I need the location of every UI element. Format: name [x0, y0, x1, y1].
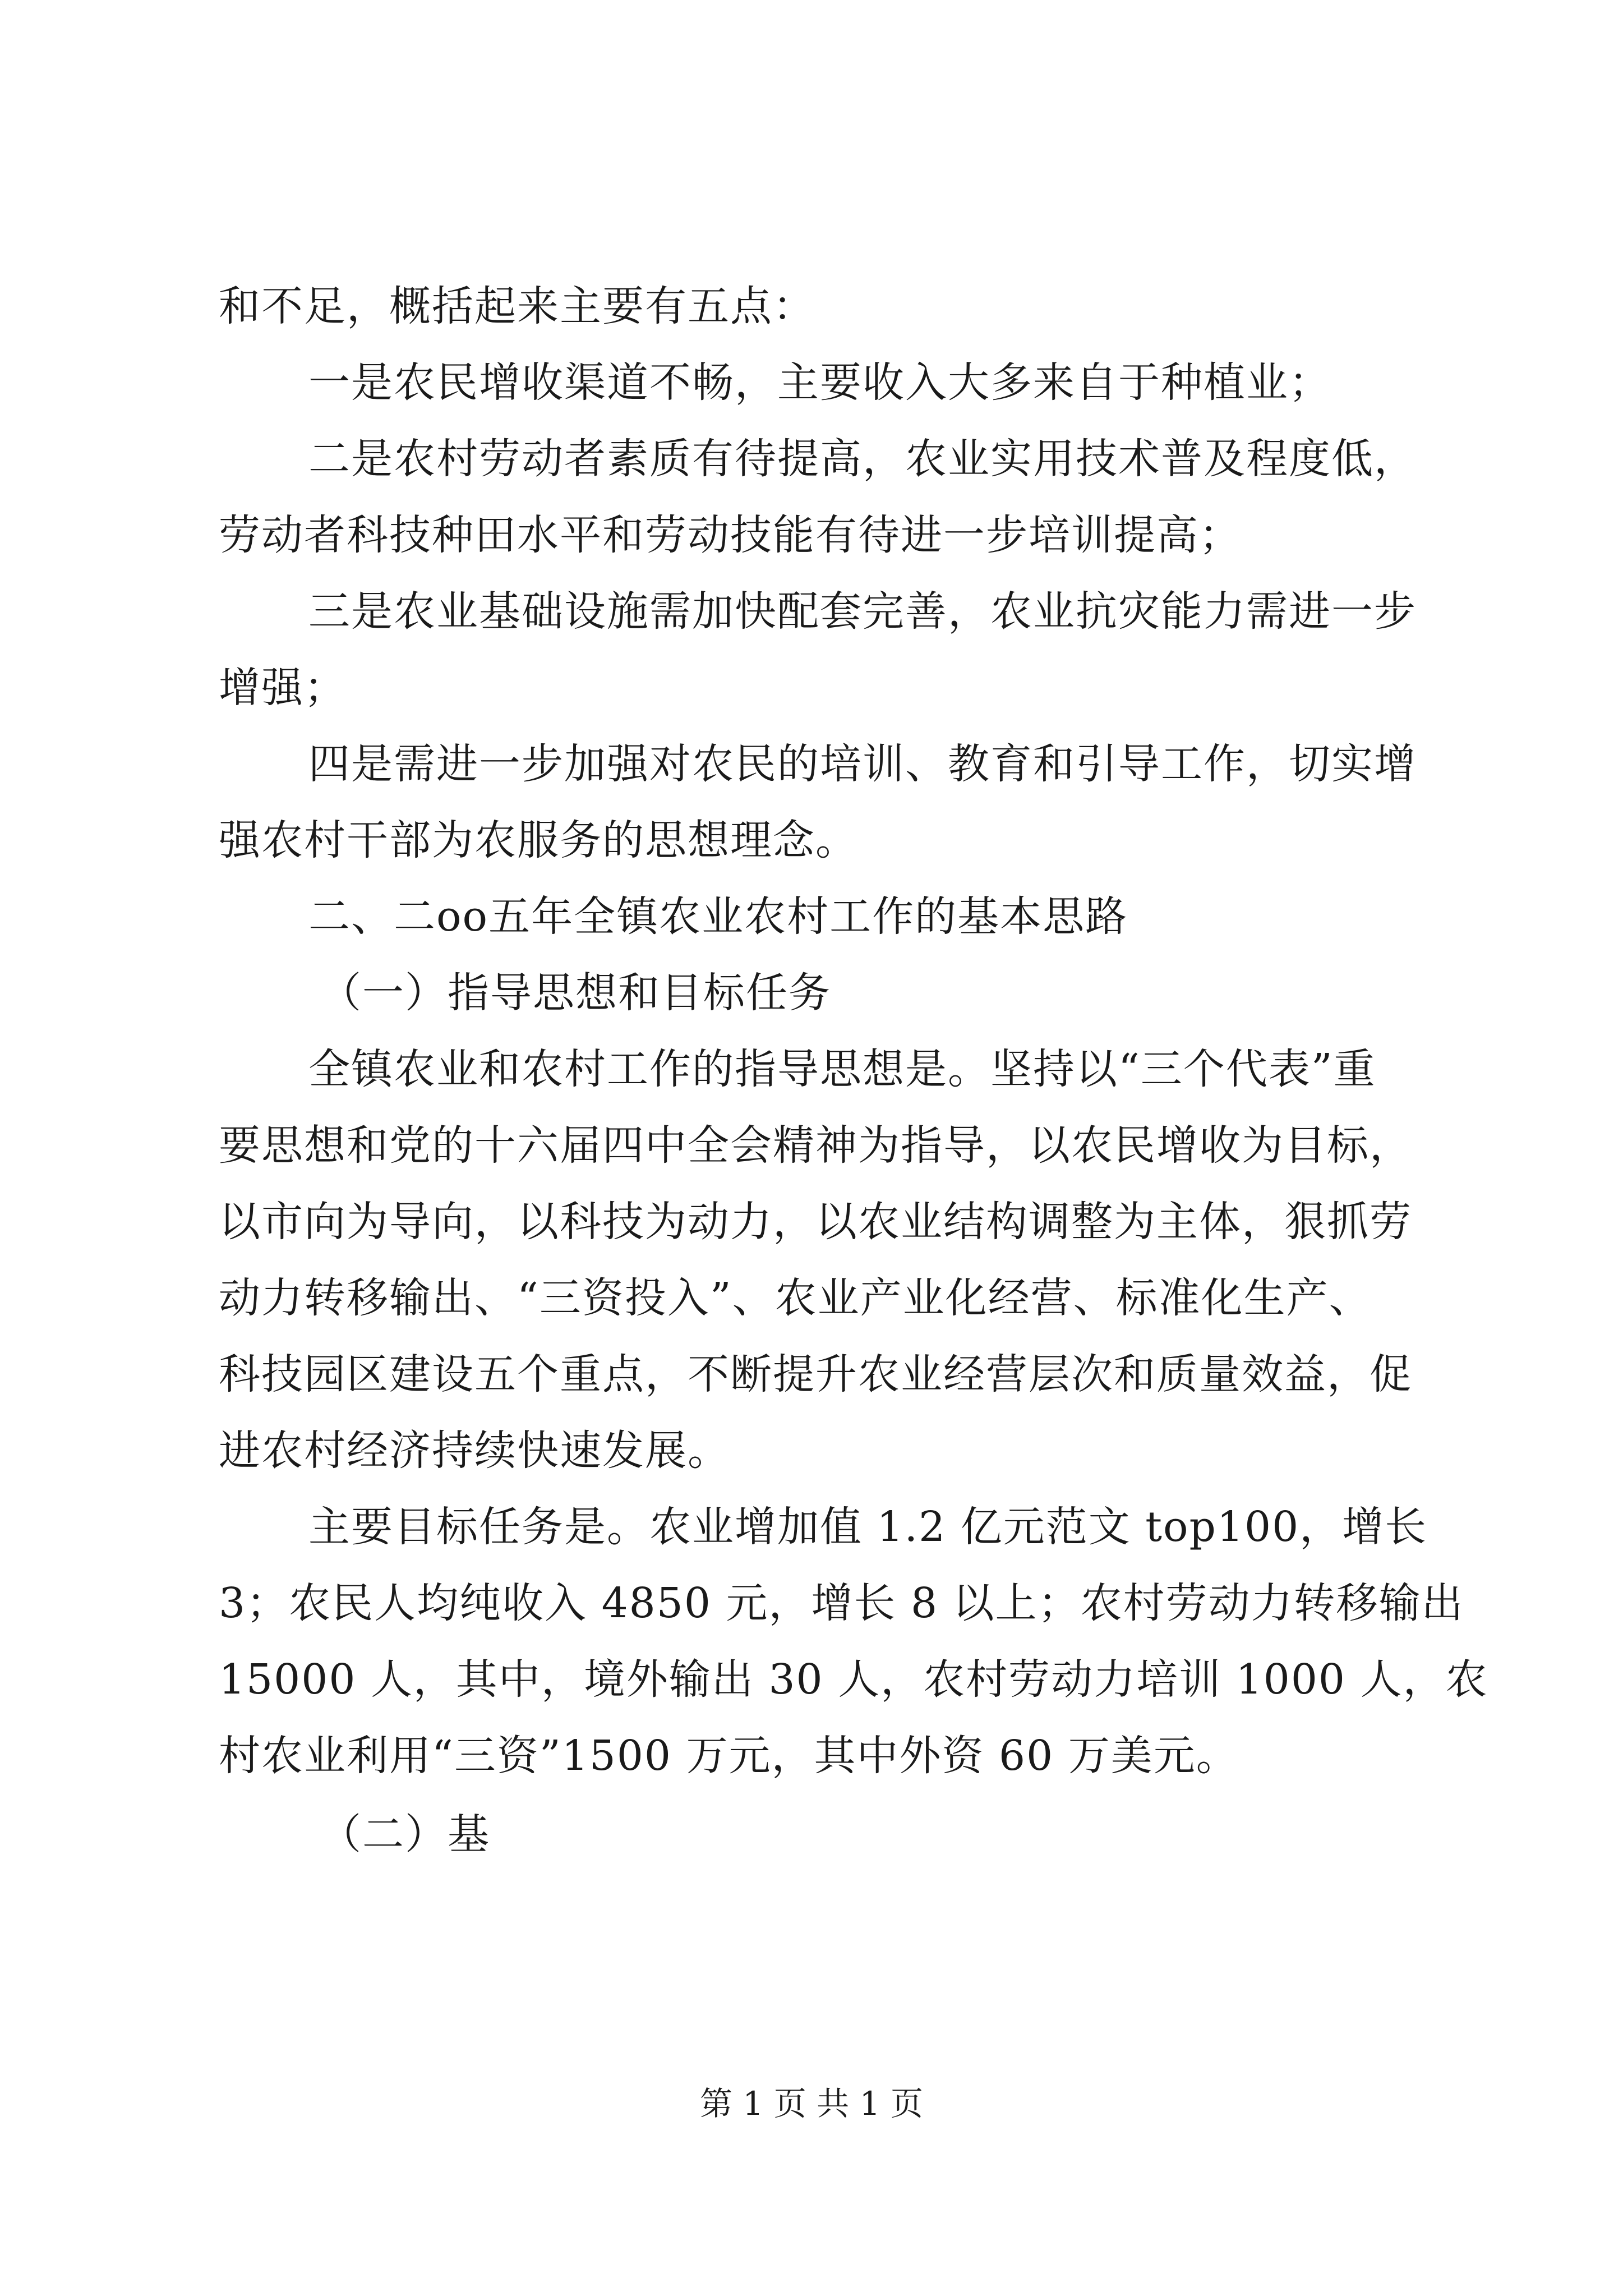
text-line: 四是需进一步加强对农民的培训、教育和引导工作，切实增	[308, 740, 1417, 788]
text-line: 全镇农业和农村工作的指导思想是。坚持以“三个代表”重	[308, 1045, 1376, 1093]
text-line: 进农村经济持续快速发展。	[219, 1427, 730, 1475]
text-line: 3；农民人均纯收入 4850 元，增长 8 以上；农村劳动力转移输出	[219, 1579, 1464, 1627]
text-line: 二是农村劳动者素质有待提高，农业实用技术普及程度低，	[308, 435, 1417, 483]
text-line: 要思想和党的十六届四中全会精神为指导，以农民增收为目标，	[219, 1121, 1412, 1170]
text-line: 增强；	[219, 664, 347, 712]
text-line: 科技园区建设五个重点，不断提升农业经营层次和质量效益，促	[219, 1350, 1412, 1398]
text-line: 劳动者科技种田水平和劳动技能有待进一步培训提高；	[219, 511, 1242, 559]
section-heading: 二、二oo五年全镇农业农村工作的基本思路	[308, 892, 1128, 941]
document-body	[219, 268, 1488, 1872]
text-line: 15000 人，其中，境外输出 30 人，农村劳动力培训 1000 人，农	[219, 1655, 1488, 1704]
text-line: 村农业利用“三资”1500 万元，其中外资 60 万美元。	[219, 1732, 1239, 1780]
page-number-footer: 第 1 页 共 1 页	[700, 2085, 923, 2123]
subsection-heading: （二）基	[320, 1810, 490, 1858]
text-line: 和不足，概括起来主要有五点：	[219, 282, 815, 330]
text-line: 强农村干部为农服务的思想理念。	[219, 816, 858, 864]
subsection-heading: （一）指导思想和目标任务	[320, 969, 831, 1017]
text-line: 主要目标任务是。农业增加值 1.2 亿元范文 top100，增长	[308, 1503, 1428, 1551]
text-line: 一是农民增收渠道不畅，主要收入大多来自于种植业；	[308, 358, 1331, 407]
text-line: 三是农业基础设施需加快配套完善，农业抗灾能力需进一步	[308, 587, 1417, 636]
text-line: 动力转移输出、“三资投入”、农业产业化经营、标准化生产、	[219, 1274, 1372, 1322]
text-line: 以市向为导向，以科技为动力，以农业结构调整为主体，狠抓劳	[219, 1198, 1412, 1246]
